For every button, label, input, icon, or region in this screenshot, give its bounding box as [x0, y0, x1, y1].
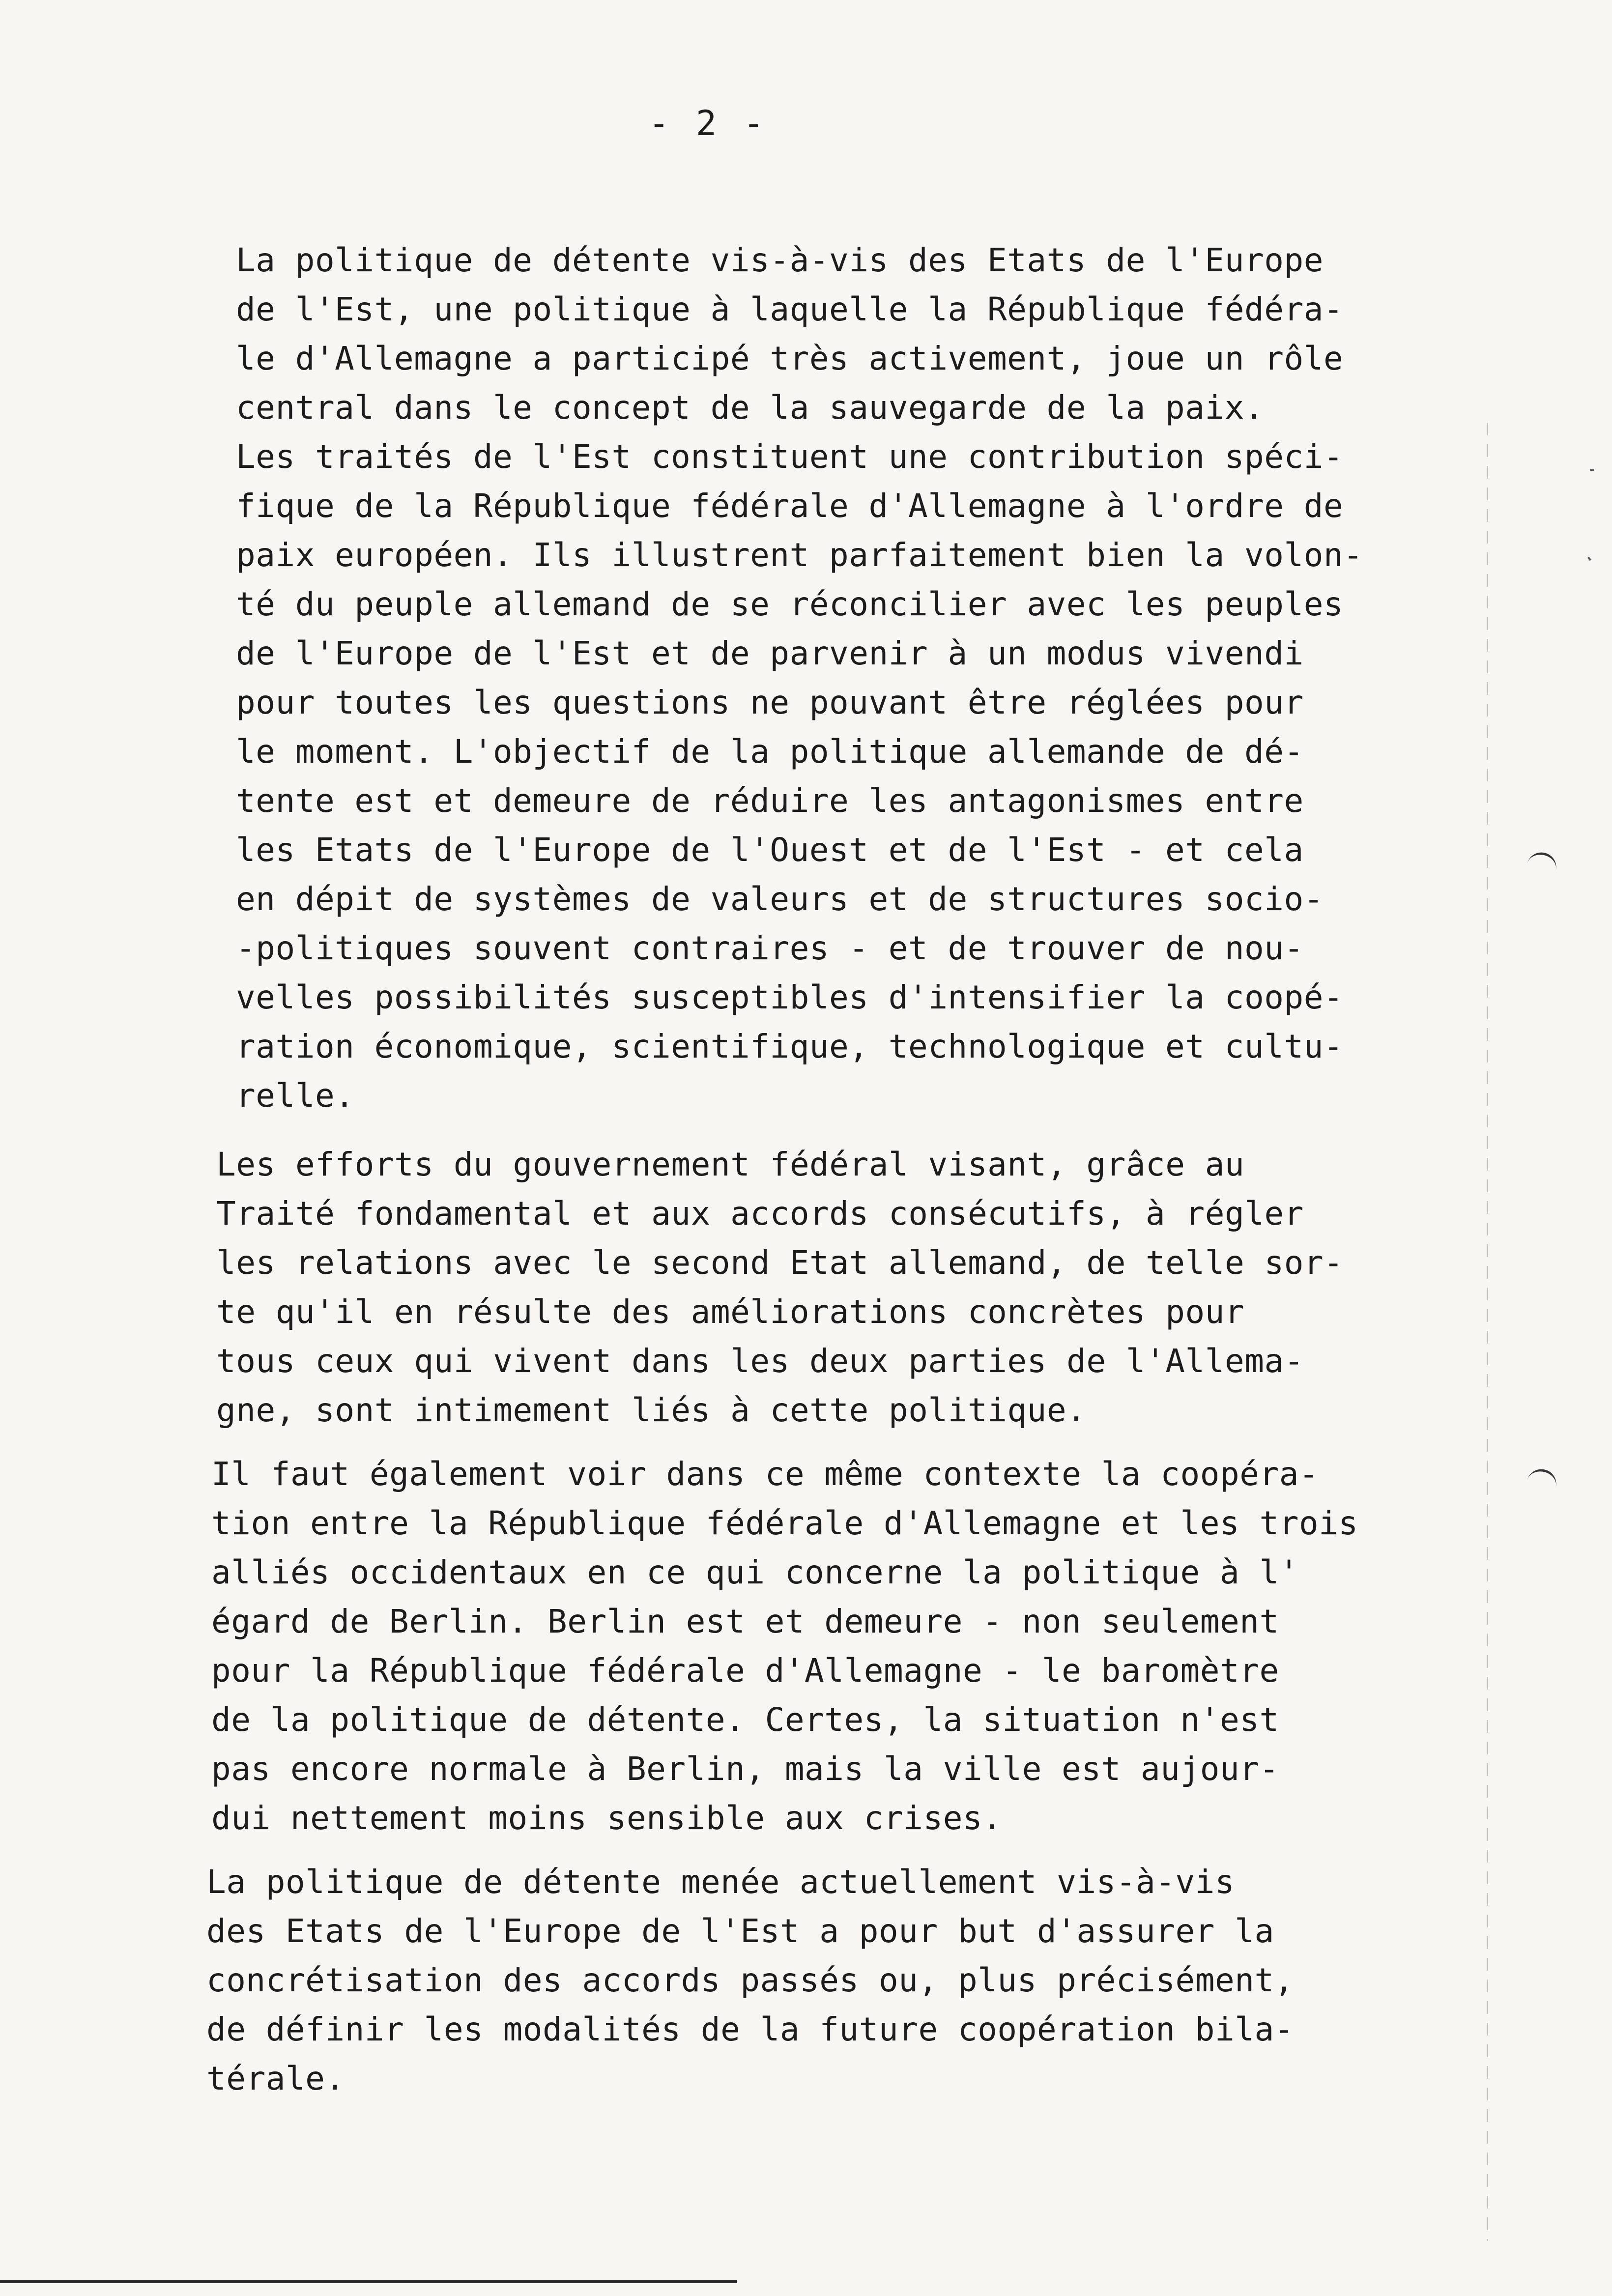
text-line: La politique de détente vis-à-vis des Etats de l'Europe [236, 241, 1324, 279]
text-line: de définir les modalités de la future coopération bila- [206, 2010, 1294, 2048]
text-line: en dépit de systèmes de valeurs et de structures socio- [236, 880, 1324, 918]
margin-speck [1587, 557, 1591, 561]
margin-speck [1590, 469, 1594, 471]
text-line: pour la République fédérale d'Allemagne - le baromètre [211, 1652, 1279, 1690]
text-line: térale. [206, 2060, 345, 2097]
text-line: pour toutes les questions ne pouvant être réglées pour [236, 684, 1304, 721]
text-line: pas encore normale à Berlin, mais la ville est aujour- [211, 1750, 1279, 1788]
bottom-rule [0, 2280, 737, 2283]
text-line: gne, sont intimement liés à cette politique. [216, 1391, 1087, 1429]
paragraph-4 [206, 1858, 1435, 2103]
text-line: dui nettement moins sensible aux crises. [211, 1799, 1003, 1837]
text-line: le moment. L'objectif de la politique allemande de dé- [236, 733, 1304, 771]
text-line: Traité fondamental et aux accords consécutifs, à régler [216, 1195, 1304, 1233]
text-line: paix européen. Ils illustrent parfaitement bien la volon- [236, 536, 1363, 574]
text-line: relle. [236, 1077, 355, 1115]
text-line: tion entre la République fédérale d'Allemagne et les trois [211, 1504, 1358, 1542]
text-line: tente est et demeure de réduire les antagonismes entre [236, 782, 1304, 820]
text-line: le d'Allemagne a participé très activement, joue un rôle [236, 340, 1344, 377]
text-line: alliés occidentaux en ce qui concerne la politique à l' [211, 1553, 1299, 1591]
text-line: té du peuple allemand de se réconcilier avec les peuples [236, 585, 1344, 623]
paragraph-3 [211, 1450, 1435, 1843]
text-line: de l'Est, une politique à laquelle la République fédéra- [236, 290, 1344, 328]
text-line: Les efforts du gouvernement fédéral visant, grâce au [216, 1146, 1245, 1183]
text-line: les Etats de l'Europe de l'Ouest et de l'Est - et cela [236, 831, 1304, 869]
text-line: La politique de détente menée actuellement vis-à-vis [206, 1863, 1235, 1901]
text-line: égard de Berlin. Berlin est et demeure - non seulement [211, 1603, 1279, 1640]
text-line: Les traités de l'Est constituent une contribution spéci- [236, 438, 1344, 476]
text-line: de la politique de détente. Certes, la situation n'est [211, 1701, 1279, 1739]
text-line: Il faut également voir dans ce même contexte la coopéra- [211, 1455, 1319, 1493]
margin-mark [1527, 1466, 1559, 1488]
text-line: ration économique, scientifique, technologique et cultu- [236, 1028, 1344, 1065]
text-line: des Etats de l'Europe de l'Est a pour but d'assurer la [206, 1912, 1274, 1950]
text-line: -politiques souvent contraires - et de trouver de nou- [236, 929, 1304, 967]
margin-mark [1527, 849, 1559, 871]
paragraph-2 [216, 1140, 1435, 1435]
text-line: fique de la République fédérale d'Allemagne à l'ordre de [236, 487, 1344, 525]
margin-line [1487, 423, 1488, 2241]
text-line: tous ceux qui vivent dans les deux parties de l'Allema- [216, 1342, 1304, 1380]
text-line: velles possibilités susceptibles d'intensifier la coopé- [236, 978, 1344, 1016]
text-line: concrétisation des accords passés ou, plus précisément, [206, 1961, 1294, 1999]
text-line: central dans le concept de la sauvegarde de la paix. [236, 389, 1265, 427]
text-line: te qu'il en résulte des améliorations concrètes pour [216, 1293, 1245, 1331]
document-body [206, 236, 1435, 2103]
page-number: - 2 - [648, 103, 767, 144]
text-line: de l'Europe de l'Est et de parvenir à un modus vivendi [236, 634, 1304, 672]
paragraph-1 [236, 236, 1435, 1120]
text-line: les relations avec le second Etat allemand, de telle sor- [216, 1244, 1344, 1282]
